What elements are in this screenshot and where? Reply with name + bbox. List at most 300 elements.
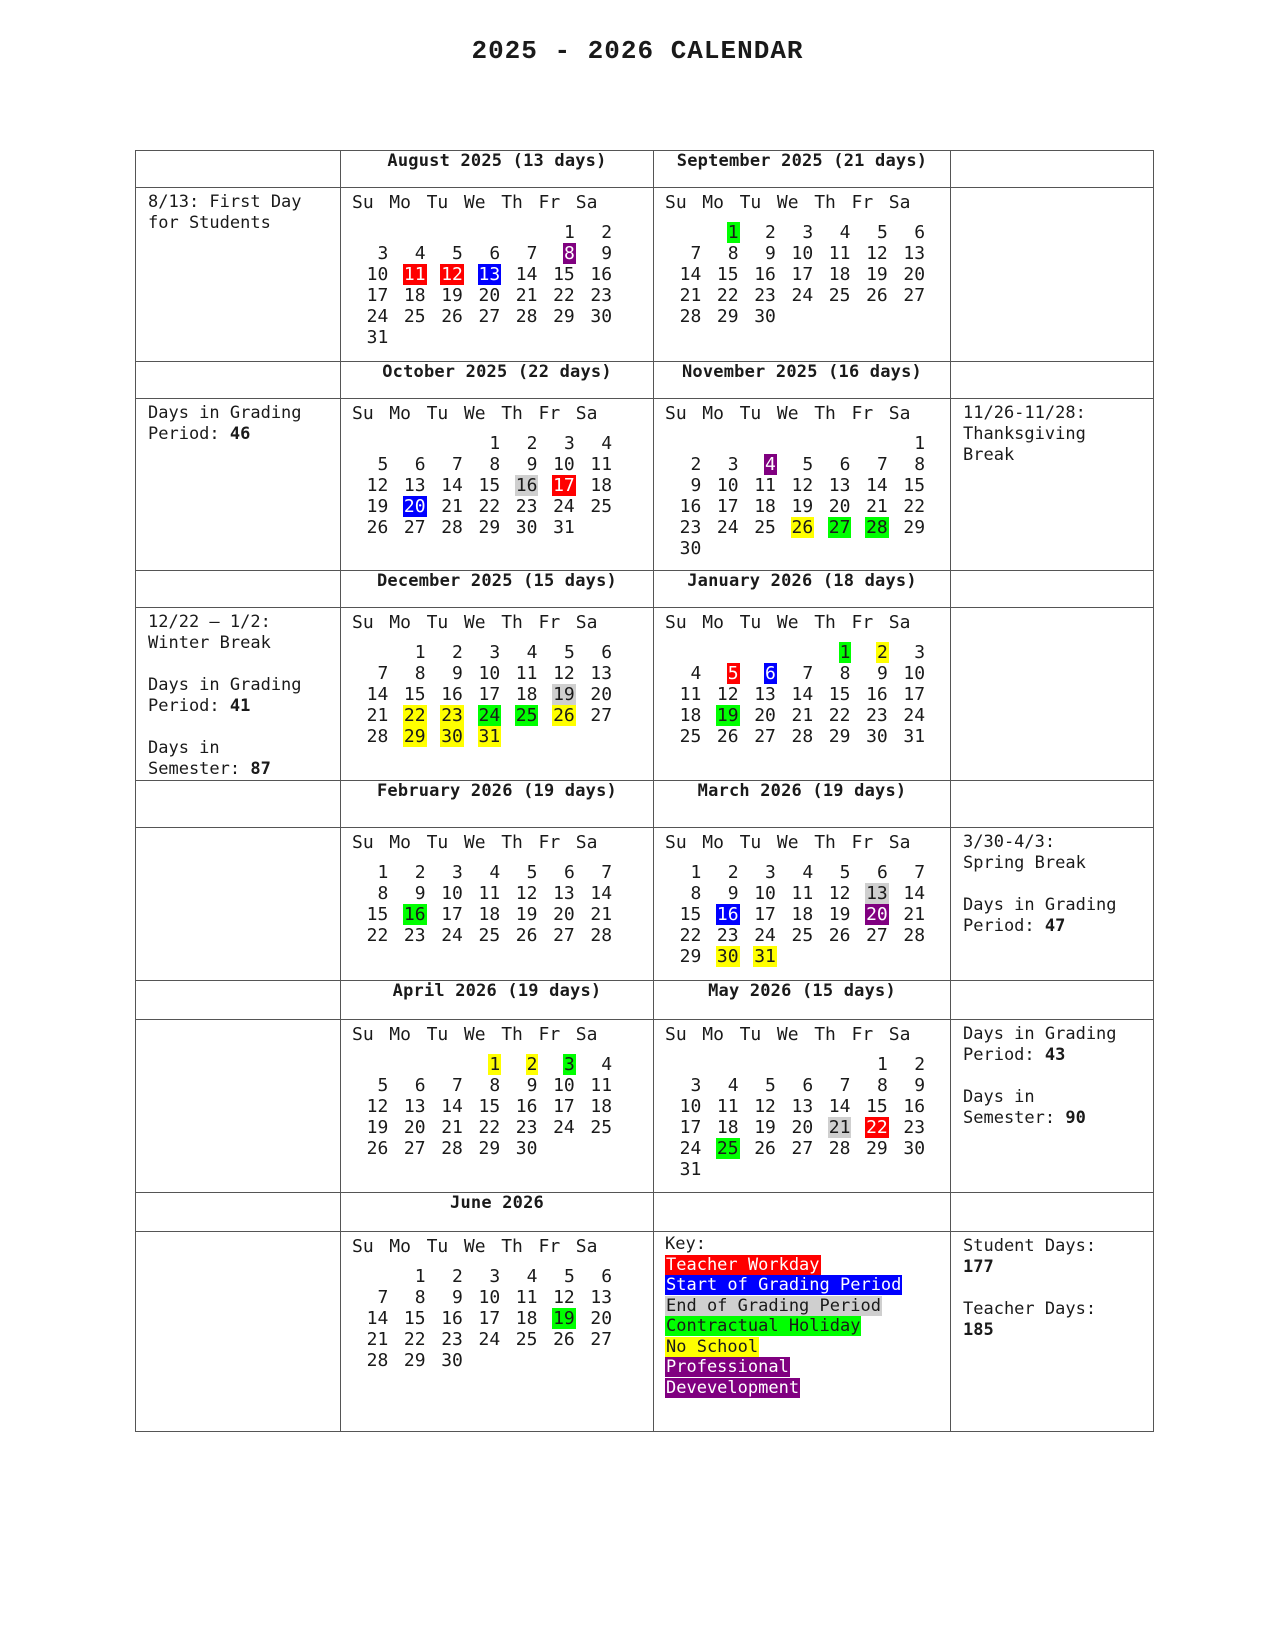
- day-cell: [538, 243, 575, 264]
- empty-day: [702, 433, 739, 454]
- day-number: 19: [716, 705, 739, 727]
- day-number: 19: [866, 264, 888, 286]
- day-cell: [538, 1308, 575, 1329]
- day-cell: [814, 475, 851, 496]
- day-number: 4: [839, 222, 851, 244]
- day-number: 20: [828, 496, 851, 518]
- month-grid-cell: [654, 399, 951, 571]
- empty-day: [352, 1266, 389, 1287]
- right-note-cell: [951, 188, 1154, 362]
- weekday-label: Tu: [426, 832, 449, 853]
- day-number: 23: [515, 496, 538, 518]
- week-row: [352, 1117, 653, 1138]
- month-grid: [654, 1020, 950, 1180]
- day-number: 30: [679, 538, 702, 560]
- month-title: May 2026 (15 days): [654, 981, 951, 1020]
- day-number: 6: [414, 1075, 426, 1097]
- day-cell: [665, 475, 702, 496]
- day-cell: [665, 264, 702, 285]
- day-cell: [538, 862, 575, 883]
- day-number: 18: [590, 475, 613, 497]
- day-cell: [501, 264, 538, 285]
- day-cell: [814, 496, 851, 517]
- day-number: 17: [441, 904, 463, 926]
- day-cell: [389, 264, 426, 285]
- day-number: 12: [366, 1096, 389, 1118]
- weekday-label: Sa: [888, 192, 911, 213]
- day-cell: [814, 925, 851, 946]
- day-number: 16: [754, 264, 776, 286]
- weekday-label: Sa: [575, 403, 598, 424]
- day-cell: [851, 684, 888, 705]
- day-cell: [538, 1329, 575, 1350]
- blank-cell: [136, 151, 341, 188]
- weekday-label: Tu: [426, 1236, 449, 1257]
- day-cell: [851, 264, 888, 285]
- day-cell: [851, 862, 888, 883]
- day-number: 18: [716, 1117, 739, 1139]
- week-row: [352, 517, 653, 538]
- day-cell: [464, 1138, 501, 1159]
- day-number: 11: [679, 684, 702, 706]
- month-grid-cell: [654, 188, 951, 362]
- day-number: 18: [515, 1308, 538, 1330]
- day-number: 29: [828, 726, 851, 748]
- month-title: August 2025 (13 days): [341, 151, 654, 188]
- day-cell: [389, 684, 426, 705]
- day-cell: [889, 1117, 926, 1138]
- day-cell: [352, 285, 389, 306]
- week-row: [665, 1054, 950, 1075]
- day-cell: [464, 925, 501, 946]
- week-row: [665, 726, 950, 747]
- day-cell: [814, 1117, 851, 1138]
- day-number: 22: [716, 285, 739, 307]
- day-number: 11: [590, 1075, 613, 1097]
- day-number: 28: [903, 925, 926, 947]
- month-title: October 2025 (22 days): [341, 362, 654, 399]
- day-cell: [777, 517, 814, 538]
- day-number: 15: [478, 1096, 501, 1118]
- day-number: 24: [553, 1117, 575, 1139]
- weekday-label: Tu: [426, 192, 449, 213]
- day-number: 12: [754, 1096, 776, 1118]
- day-cell: [538, 705, 575, 726]
- empty-day: [352, 642, 389, 663]
- day-cell: [702, 726, 739, 747]
- day-cell: [814, 1138, 851, 1159]
- right-note-cell: [951, 608, 1154, 781]
- day-number: 6: [802, 1075, 814, 1097]
- day-cell: [851, 925, 888, 946]
- week-row: [665, 946, 950, 967]
- day-cell: [464, 1287, 501, 1308]
- day-cell: [777, 264, 814, 285]
- day-number: 28: [590, 925, 613, 947]
- legend-item: [665, 1316, 944, 1337]
- weekday-label: Fr: [851, 832, 874, 853]
- month-grid: [654, 188, 950, 327]
- day-cell: [740, 1138, 777, 1159]
- legend-item-label: Contractual Holiday: [666, 1316, 861, 1336]
- blank-cell: [136, 981, 341, 1020]
- weekday-label: Mo: [389, 1236, 411, 1257]
- week-row: [352, 883, 653, 904]
- right-note: [951, 1020, 1153, 1129]
- day-cell: [389, 1287, 426, 1308]
- day-cell: [352, 1096, 389, 1117]
- blank-cell: [136, 1193, 341, 1232]
- week-row: [665, 496, 950, 517]
- week-row: [352, 1075, 653, 1096]
- day-cell: [464, 454, 501, 475]
- weekday-label: We: [776, 612, 799, 633]
- day-cell: [665, 1096, 702, 1117]
- day-cell: [538, 222, 575, 243]
- week-row: [665, 1096, 950, 1117]
- day-cell: [427, 243, 464, 264]
- day-number: 27: [791, 1138, 814, 1160]
- day-number: 24: [679, 1138, 702, 1160]
- day-number: 24: [366, 306, 389, 328]
- weekday-label: We: [463, 192, 486, 213]
- month-grid: [341, 828, 653, 946]
- day-number: 18: [403, 285, 426, 307]
- weekday-label: We: [463, 612, 486, 633]
- day-cell: [389, 663, 426, 684]
- day-cell: [389, 454, 426, 475]
- day-number: 4: [526, 642, 538, 664]
- day-cell: [665, 925, 702, 946]
- month-header-row: [136, 1193, 1154, 1232]
- day-cell: [889, 862, 926, 883]
- day-number: 1: [489, 433, 501, 455]
- day-number: 15: [679, 904, 702, 926]
- weekday-label: Su: [665, 612, 687, 633]
- day-cell: [576, 433, 613, 454]
- day-cell: [576, 883, 613, 904]
- week-row: [352, 285, 653, 306]
- day-number: 25: [515, 705, 538, 727]
- day-cell: [501, 705, 538, 726]
- month-grid: [654, 399, 950, 559]
- day-cell: [389, 285, 426, 306]
- day-cell: [427, 904, 464, 925]
- day-cell: [538, 475, 575, 496]
- day-number: 10: [716, 475, 739, 497]
- day-cell: [702, 243, 739, 264]
- day-cell: [702, 1138, 739, 1159]
- weekday-label: Tu: [739, 832, 762, 853]
- day-number: 31: [679, 1159, 702, 1181]
- day-cell: [464, 285, 501, 306]
- day-number: 28: [515, 306, 538, 328]
- day-number: 1: [377, 862, 389, 884]
- day-number: 17: [366, 285, 389, 307]
- day-number: 7: [839, 1075, 851, 1097]
- day-cell: [389, 862, 426, 883]
- week-row: [665, 454, 950, 475]
- day-cell: [352, 883, 389, 904]
- day-number: 16: [903, 1096, 926, 1118]
- day-cell: [889, 285, 926, 306]
- day-number: 13: [903, 243, 926, 265]
- day-cell: [777, 1075, 814, 1096]
- day-number: 28: [366, 726, 389, 748]
- day-cell: [501, 433, 538, 454]
- day-cell: [352, 1350, 389, 1371]
- week-row: [665, 264, 950, 285]
- weekday-label: Sa: [888, 1024, 911, 1045]
- week-row: [665, 1075, 950, 1096]
- day-cell: [501, 496, 538, 517]
- day-number: 14: [441, 1096, 463, 1118]
- day-cell: [464, 1329, 501, 1350]
- empty-day: [665, 222, 702, 243]
- weekday-label: Mo: [389, 403, 411, 424]
- day-cell: [538, 663, 575, 684]
- weekday-label: Th: [814, 832, 836, 853]
- weekday-label: Th: [814, 612, 836, 633]
- day-cell: [777, 454, 814, 475]
- day-number: 24: [441, 925, 463, 947]
- day-number: 16: [590, 264, 613, 286]
- weekday-label: Fr: [851, 612, 874, 633]
- week-row: [352, 264, 653, 285]
- blank-cell: [951, 571, 1154, 608]
- weekday-label: Th: [814, 1024, 836, 1045]
- day-cell: [538, 496, 575, 517]
- day-number: 18: [679, 705, 702, 727]
- day-cell: [576, 1075, 613, 1096]
- legend: [654, 1232, 950, 1398]
- week-row: [665, 1159, 950, 1180]
- month-title: January 2026 (18 days): [654, 571, 951, 608]
- day-number: 1: [414, 642, 426, 664]
- day-number: 27: [478, 306, 501, 328]
- note-value: 43: [1044, 1045, 1066, 1065]
- day-number: 28: [441, 517, 463, 539]
- day-number: 30: [903, 1138, 926, 1160]
- day-cell: [851, 475, 888, 496]
- day-number: 20: [590, 684, 613, 706]
- day-cell: [702, 285, 739, 306]
- day-cell: [889, 433, 926, 454]
- month-body-row: [136, 828, 1154, 981]
- day-number: 2: [526, 1054, 538, 1076]
- day-number: 6: [765, 663, 776, 685]
- day-number: 9: [690, 475, 702, 497]
- day-cell: [427, 862, 464, 883]
- day-number: 1: [563, 222, 575, 244]
- weekday-label: Th: [501, 612, 523, 633]
- week-row: [665, 883, 950, 904]
- day-number: 16: [441, 684, 463, 706]
- day-number: 2: [452, 642, 463, 664]
- day-number: 31: [754, 946, 776, 968]
- day-cell: [427, 1138, 464, 1159]
- week-row: [665, 862, 950, 883]
- day-number: 5: [377, 1075, 389, 1097]
- day-cell: [352, 475, 389, 496]
- legend-item: [665, 1378, 944, 1399]
- day-cell: [576, 306, 613, 327]
- day-cell: [889, 642, 926, 663]
- key-cell: [654, 1232, 951, 1432]
- day-cell: [851, 222, 888, 243]
- day-cell: [427, 1329, 464, 1350]
- right-note: [951, 1232, 1153, 1341]
- day-cell: [538, 264, 575, 285]
- day-number: 13: [553, 883, 575, 905]
- day-number: 28: [791, 726, 814, 748]
- day-cell: [389, 1308, 426, 1329]
- day-cell: [352, 517, 389, 538]
- day-cell: [851, 285, 888, 306]
- day-cell: [576, 1287, 613, 1308]
- weekday-label: Th: [814, 192, 836, 213]
- legend-label: Key:: [665, 1234, 706, 1254]
- day-cell: [889, 243, 926, 264]
- day-cell: [389, 1075, 426, 1096]
- day-cell: [665, 285, 702, 306]
- day-number: 6: [914, 222, 926, 244]
- day-cell: [889, 1138, 926, 1159]
- day-cell: [427, 642, 464, 663]
- day-cell: [538, 285, 575, 306]
- week-row: [665, 538, 950, 559]
- day-cell: [576, 1117, 613, 1138]
- day-number: 25: [754, 517, 776, 539]
- right-note-cell: [951, 1232, 1154, 1432]
- day-number: 19: [366, 496, 389, 518]
- day-number: 12: [366, 475, 389, 497]
- left-note: [136, 608, 340, 780]
- week-row: [352, 925, 653, 946]
- day-cell: [665, 726, 702, 747]
- week-row: [665, 642, 950, 663]
- weekday-label: Th: [501, 192, 523, 213]
- day-number: 26: [716, 726, 739, 748]
- weekday-label: Su: [665, 1024, 687, 1045]
- day-cell: [702, 222, 739, 243]
- empty-day: [777, 1054, 814, 1075]
- weekday-label: Fr: [538, 832, 561, 853]
- day-cell: [576, 496, 613, 517]
- weekday-label: Mo: [389, 1024, 411, 1045]
- weekday-label: Su: [665, 832, 687, 853]
- day-number: 26: [553, 705, 575, 727]
- month-header-row: [136, 981, 1154, 1020]
- day-cell: [538, 517, 575, 538]
- day-cell: [889, 517, 926, 538]
- day-number: 23: [403, 925, 426, 947]
- day-number: 5: [876, 222, 888, 244]
- day-cell: [702, 1096, 739, 1117]
- blank-cell: [136, 571, 341, 608]
- day-cell: [501, 285, 538, 306]
- day-cell: [389, 904, 426, 925]
- month-grid-cell: [341, 1020, 654, 1193]
- weekday-label: Th: [814, 403, 836, 424]
- day-number: 30: [716, 946, 739, 968]
- day-number: 23: [515, 1117, 538, 1139]
- day-cell: [501, 1266, 538, 1287]
- week-row: [665, 684, 950, 705]
- day-number: 4: [690, 663, 702, 685]
- day-cell: [464, 1054, 501, 1075]
- day-cell: [538, 1096, 575, 1117]
- month-header-row: [136, 362, 1154, 399]
- weekday-label: Tu: [739, 1024, 762, 1045]
- day-number: 16: [403, 904, 426, 926]
- day-cell: [538, 1117, 575, 1138]
- month-body-row: [136, 399, 1154, 571]
- day-cell: [538, 1075, 575, 1096]
- day-cell: [576, 454, 613, 475]
- day-cell: [702, 1117, 739, 1138]
- day-number: 11: [478, 883, 501, 905]
- day-cell: [464, 862, 501, 883]
- note-value: 47: [1044, 916, 1066, 936]
- day-cell: [427, 1350, 464, 1371]
- day-cell: [464, 883, 501, 904]
- day-cell: [814, 1096, 851, 1117]
- note-value: 41: [229, 696, 251, 716]
- blank-cell: [951, 362, 1154, 399]
- day-cell: [889, 684, 926, 705]
- left-note-cell: [136, 1020, 341, 1193]
- day-cell: [464, 475, 501, 496]
- day-number: 26: [515, 925, 538, 947]
- day-number: 11: [590, 454, 613, 476]
- weekday-label: Fr: [851, 192, 874, 213]
- day-number: 6: [601, 1266, 613, 1288]
- day-cell: [576, 285, 613, 306]
- weekday-label: Su: [352, 1024, 374, 1045]
- day-cell: [740, 1075, 777, 1096]
- day-number: 21: [903, 904, 926, 926]
- day-cell: [427, 684, 464, 705]
- day-cell: [389, 642, 426, 663]
- day-number: 31: [366, 327, 389, 349]
- month-grid: [341, 1232, 653, 1371]
- month-header-row: [136, 781, 1154, 828]
- day-number: 15: [866, 1096, 888, 1118]
- day-number: 9: [526, 1075, 538, 1097]
- weekday-label: Su: [665, 403, 687, 424]
- day-cell: [352, 1117, 389, 1138]
- day-cell: [352, 684, 389, 705]
- note-text: Days in Semester:: [963, 1087, 1056, 1128]
- day-number: 7: [601, 862, 613, 884]
- day-cell: [740, 306, 777, 327]
- week-row: [352, 433, 653, 454]
- day-number: 15: [403, 1308, 426, 1330]
- week-row: [352, 475, 653, 496]
- day-cell: [814, 904, 851, 925]
- day-cell: [702, 904, 739, 925]
- day-number: 23: [679, 517, 702, 539]
- day-number: 22: [553, 285, 575, 307]
- legend-item-label: Teacher Workday: [666, 1254, 820, 1275]
- day-number: 17: [903, 684, 926, 706]
- day-number: 27: [828, 517, 851, 539]
- week-row: [352, 1308, 653, 1329]
- day-cell: [464, 1308, 501, 1329]
- left-note-cell: [136, 828, 341, 981]
- day-cell: [464, 517, 501, 538]
